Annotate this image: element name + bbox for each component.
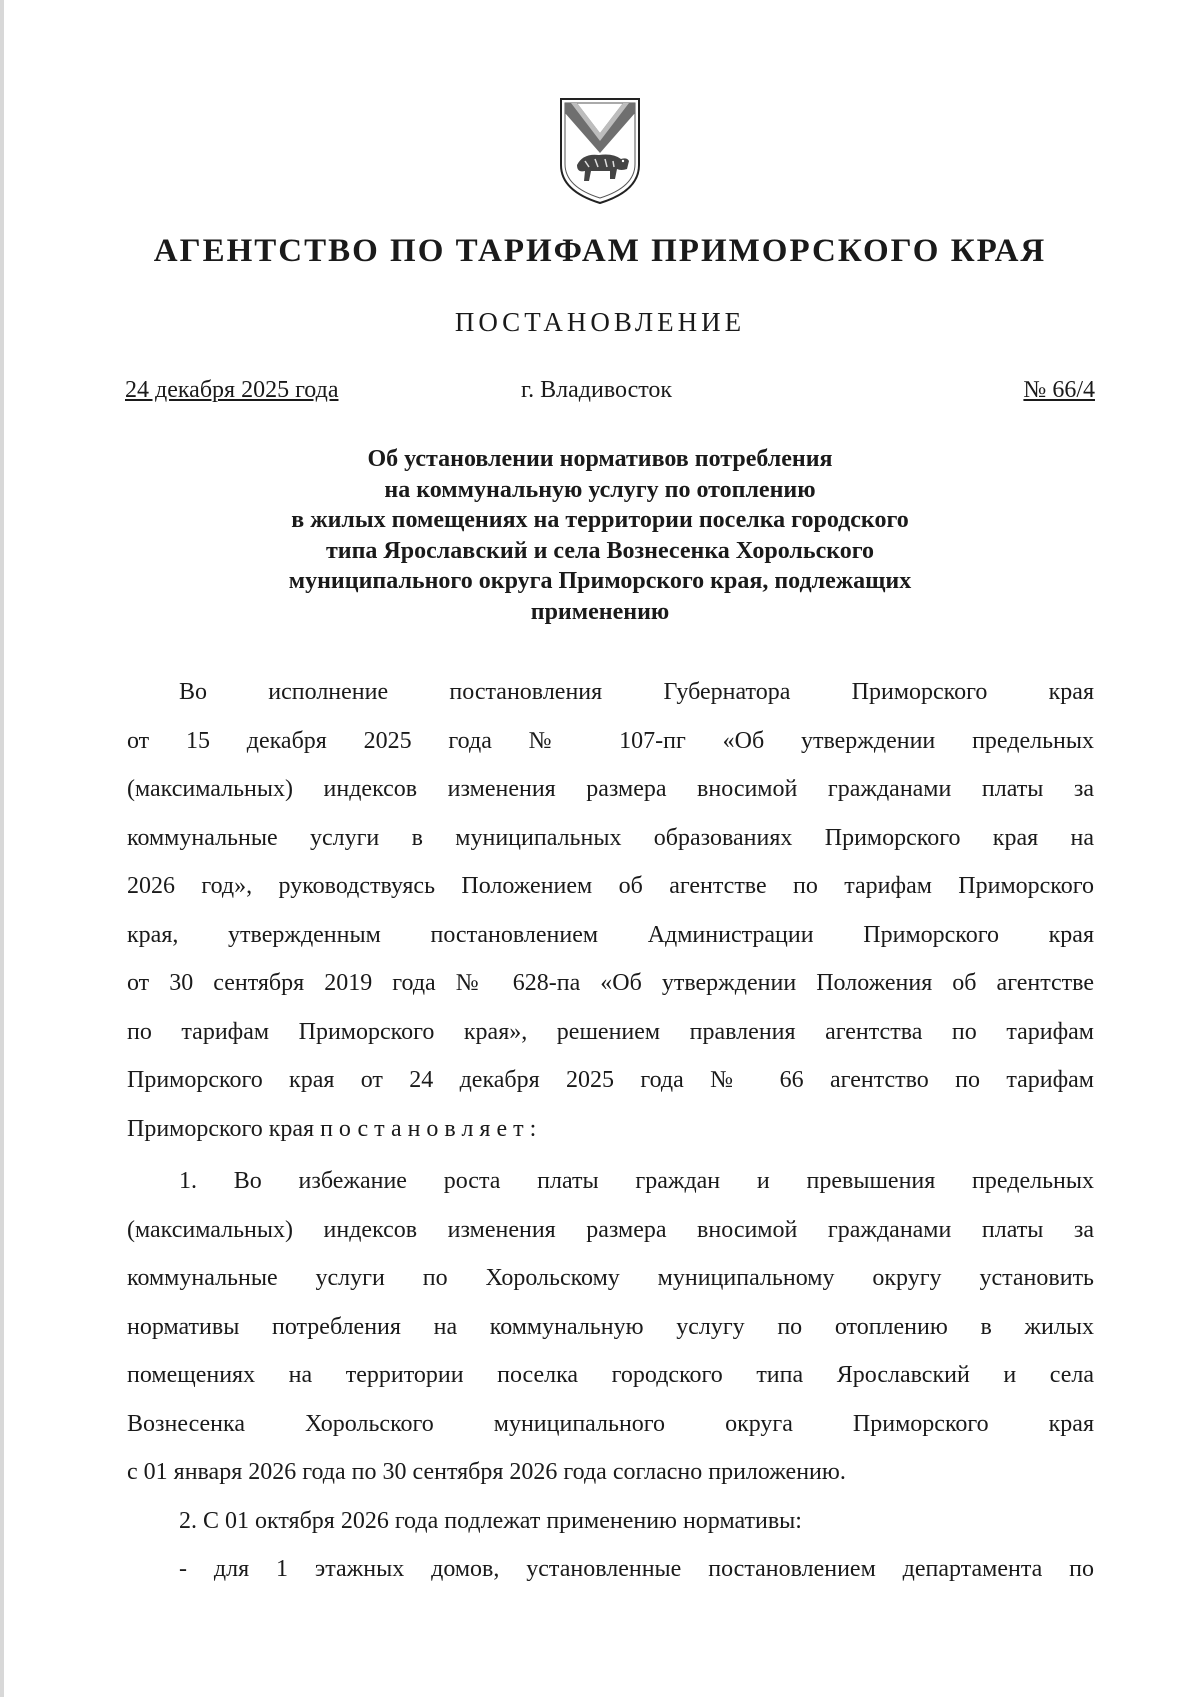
document-heading	[130, 444, 1070, 627]
text-line: (максимальных) индексов изменения размера вносимой гражданами платы за	[127, 1216, 1094, 1243]
document-number: № 66/4	[1023, 377, 1095, 403]
text-line: помещениях на территории поселка городского типа Ярославский и села	[127, 1362, 1094, 1388]
item-1-paragraph	[127, 1157, 1094, 1497]
text-line: (максимальных) индексов изменения размера вносимой гражданами платы за	[127, 776, 1094, 802]
document-date: 24 декабря 2025 года	[125, 377, 339, 403]
agency-title: АГЕНТСТВО ПО ТАРИФАМ ПРИМОРСКОГО КРАЯ	[153, 233, 1047, 269]
heading-line: Об установлении нормативов потребления	[367, 446, 833, 472]
preamble-paragraph	[127, 668, 1094, 1153]
text-line: от 15 декабря 2025 года № 107-пг «Об утверждении предельных	[127, 727, 1094, 754]
document-body	[127, 668, 1094, 1594]
document-type: ПОСТАНОВЛЕНИЕ	[454, 307, 746, 337]
text-line: Вознесенка Хорольского муниципального округа Приморского края	[127, 1410, 1094, 1437]
coat-of-arms-icon	[555, 95, 645, 207]
heading-line: типа Ярославский и села Вознесенка Хорольского	[325, 537, 875, 564]
heading-line: на коммунальную услугу по отоплению	[384, 476, 816, 503]
text-line: по тарифам Приморского края», решением правления агентства по тарифам	[127, 1018, 1094, 1045]
item-2-paragraph: 2. С 01 октября 2026 года подлежат применению нормативы:	[179, 1507, 802, 1534]
heading-line: применению	[530, 598, 670, 625]
text-line: края, утвержденным постановлением Администрации Приморского края	[127, 921, 1094, 948]
document-city: г. Владивосток	[521, 377, 673, 403]
resolves-word: постановляет:	[320, 1115, 543, 1142]
text-line: Приморского края от 24 декабря 2025 года № 66 агентство по тарифам	[127, 1067, 1094, 1093]
text-line: нормативы потребления на коммунальную услугу по отоплению в жилых	[127, 1313, 1094, 1340]
text-line: коммунальные услуги в муниципальных образованиях Приморского края на	[127, 824, 1094, 851]
bullet-line: - для 1 этажных домов, установленные постановлением департамента по	[179, 1556, 1094, 1582]
heading-line: муниципального округа Приморского края, подлежащих	[288, 568, 912, 594]
text-line: Во исполнение постановления Губернатора Приморского края	[179, 679, 1094, 705]
text-line: 2026 год», руководствуясь Положением об агентстве по тарифам Приморского	[127, 873, 1094, 899]
text-line	[127, 1105, 1094, 1154]
text-line: коммунальные услуги по Хорольскому муниципальному округу установить	[127, 1265, 1094, 1291]
text-line: с 01 января 2026 года по 30 сентября 2026 года согласно приложению.	[127, 1459, 846, 1485]
resolves-prefix: Приморского края	[127, 1115, 315, 1142]
text-line: от 30 сентября 2019 года № 628-па «Об утверждении Положения об агентстве	[127, 970, 1094, 996]
text-line: 1. Во избежание роста платы граждан и превышения предельных	[179, 1168, 1094, 1194]
heading-line: в жилых помещениях на территории поселка городского	[291, 507, 909, 533]
